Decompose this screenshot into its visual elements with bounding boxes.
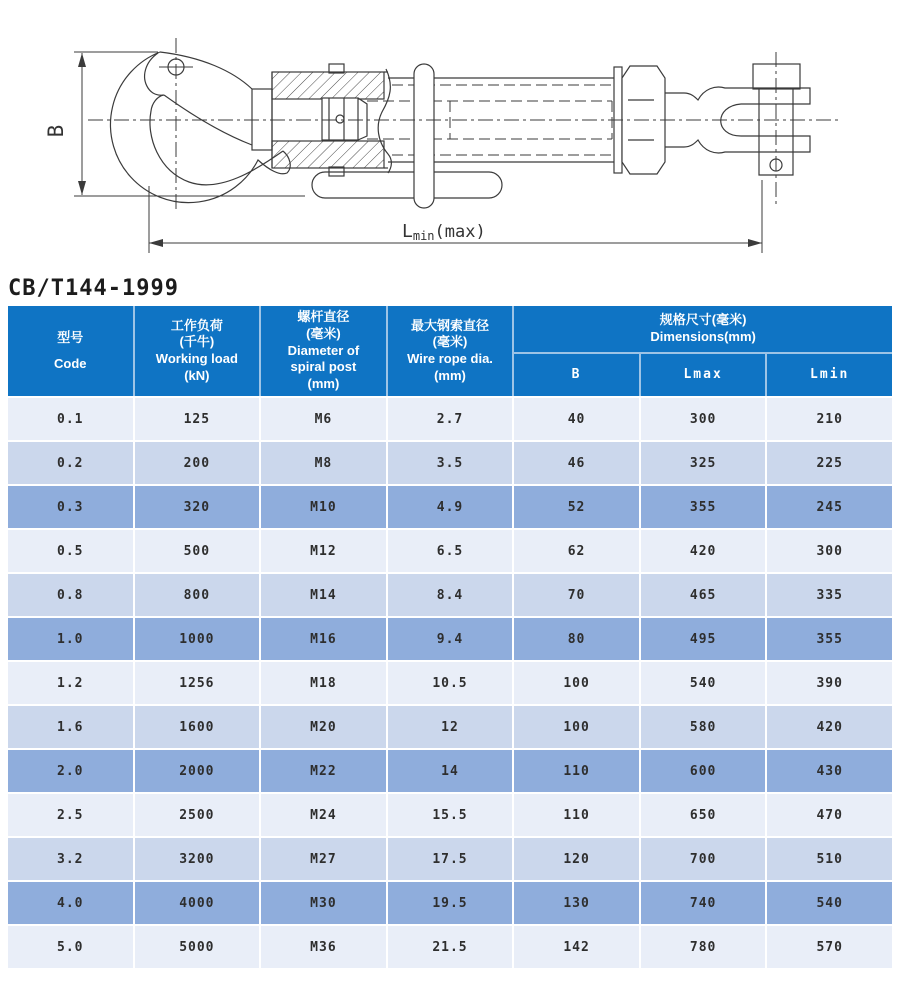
header-wire-rope [388,306,513,396]
cell-b: 70 [514,574,639,616]
cell-load: 2000 [135,750,260,792]
cell-lmin: 570 [767,926,892,968]
cell-post: M22 [261,750,386,792]
header-dims-zh: 规格尺寸(毫米) [659,312,747,328]
cell-code: 0.8 [8,574,133,616]
cell-rope: 19.5 [388,882,513,924]
cell-lmin: 210 [767,398,892,440]
cell-post: M8 [261,442,386,484]
dim-b-label: B [44,124,68,138]
header-working-load [135,306,260,396]
cell-b: 52 [514,486,639,528]
cell-b: 142 [514,926,639,968]
cell-rope: 12 [388,706,513,748]
cell-lmin: 335 [767,574,892,616]
cell-lmin: 355 [767,618,892,660]
table-header [8,306,892,396]
cell-load: 2500 [135,794,260,836]
header-post-en3: (mm) [307,375,340,391]
cell-b: 80 [514,618,639,660]
cell-b: 62 [514,530,639,572]
cell-load: 500 [135,530,260,572]
turnbuckle-drawing [0,0,900,272]
cell-rope: 10.5 [388,662,513,704]
cell-lmin: 225 [767,442,892,484]
cell-b: 120 [514,838,639,880]
cell-lmax: 600 [641,750,766,792]
spec-table [8,306,892,968]
header-lmin: Lmin [767,354,892,396]
cell-code: 4.0 [8,882,133,924]
cell-rope: 2.7 [388,398,513,440]
cell-code: 1.6 [8,706,133,748]
cell-lmax: 580 [641,706,766,748]
cell-rope: 3.5 [388,442,513,484]
dim-l-label: Lmin(max) [402,221,486,243]
cell-load: 125 [135,398,260,440]
cell-lmax: 740 [641,882,766,924]
cell-lmax: 325 [641,442,766,484]
cell-post: M27 [261,838,386,880]
cell-rope: 14 [388,750,513,792]
standard-number-title: CB/T144-1999 [8,276,179,301]
cell-code: 3.2 [8,838,133,880]
cell-b: 130 [514,882,639,924]
header-rope-en1: Wire rope dia. [407,351,493,366]
header-load-zh2: (千牛) [179,334,215,350]
cell-post: M6 [261,398,386,440]
hook-outline [110,52,290,203]
cell-b: 110 [514,750,639,792]
cell-rope: 17.5 [388,838,513,880]
header-load-en: Working load [155,351,238,366]
cell-code: 0.3 [8,486,133,528]
cell-lmin: 300 [767,530,892,572]
header-code-zh: 型号 [57,329,84,345]
cell-load: 5000 [135,926,260,968]
cell-lmin: 510 [767,838,892,880]
cell-post: M18 [261,662,386,704]
header-post-zh2: (毫米) [306,326,341,342]
cell-load: 1600 [135,706,260,748]
cell-rope: 6.5 [388,530,513,572]
cell-lmax: 780 [641,926,766,968]
cell-code: 0.5 [8,530,133,572]
cell-code: 5.0 [8,926,133,968]
cell-rope: 9.4 [388,618,513,660]
header-code [8,306,133,396]
cell-load: 3200 [135,838,260,880]
header-dimensions-group [514,306,892,352]
cell-post: M24 [261,794,386,836]
header-lmax: Lmax [641,354,766,396]
header-load-en2: (kN) [184,367,210,383]
cell-load: 1000 [135,618,260,660]
header-code-en: Code [54,355,87,371]
table-body [8,398,892,968]
cell-lmax: 465 [641,574,766,616]
cell-code: 2.5 [8,794,133,836]
cell-lmin: 390 [767,662,892,704]
cell-b: 100 [514,706,639,748]
technical-drawing [0,0,900,272]
header-post-en1: Diameter of [287,342,360,358]
cell-load: 800 [135,574,260,616]
cell-load: 4000 [135,882,260,924]
cell-post: M14 [261,574,386,616]
cell-b: 100 [514,662,639,704]
header-load-zh: 工作负荷 [170,317,223,333]
cell-lmax: 420 [641,530,766,572]
header-dims-en: Dimensions(mm) [650,329,756,344]
cell-post: M36 [261,926,386,968]
cell-code: 1.0 [8,618,133,660]
cell-load: 200 [135,442,260,484]
cell-load: 1256 [135,662,260,704]
cell-rope: 4.9 [388,486,513,528]
cell-post: M10 [261,486,386,528]
centerlines [88,38,838,212]
cell-b: 40 [514,398,639,440]
cell-lmax: 700 [641,838,766,880]
cell-lmin: 540 [767,882,892,924]
cell-code: 0.2 [8,442,133,484]
turnbuckle-body [367,64,622,208]
cell-post: M16 [261,618,386,660]
header-post-en2: spiral post [290,359,357,375]
cell-post: M20 [261,706,386,748]
cell-lmin: 470 [767,794,892,836]
cell-lmax: 650 [641,794,766,836]
cell-rope: 8.4 [388,574,513,616]
tommy-bar-boss [414,64,434,208]
header-b: B [514,354,639,396]
header-spiral-post [261,306,386,396]
header-post-zh: 螺杆直径 [297,309,350,325]
header-rope-zh: 最大钢索直径 [410,317,489,333]
header-rope-zh2: (毫米) [432,334,468,350]
cell-lmax: 540 [641,662,766,704]
cell-code: 1.2 [8,662,133,704]
cell-rope: 15.5 [388,794,513,836]
cell-lmax: 355 [641,486,766,528]
cell-post: M12 [261,530,386,572]
cell-b: 110 [514,794,639,836]
cell-lmax: 300 [641,398,766,440]
cell-code: 0.1 [8,398,133,440]
cell-lmin: 420 [767,706,892,748]
header-rope-en2: (mm) [434,367,466,383]
dimension-b [74,52,305,196]
cell-post: M30 [261,882,386,924]
dimension-l [149,180,762,253]
cell-b: 46 [514,442,639,484]
cell-rope: 21.5 [388,926,513,968]
cell-lmax: 495 [641,618,766,660]
cell-load: 320 [135,486,260,528]
cell-lmin: 245 [767,486,892,528]
cell-lmin: 430 [767,750,892,792]
cell-code: 2.0 [8,750,133,792]
